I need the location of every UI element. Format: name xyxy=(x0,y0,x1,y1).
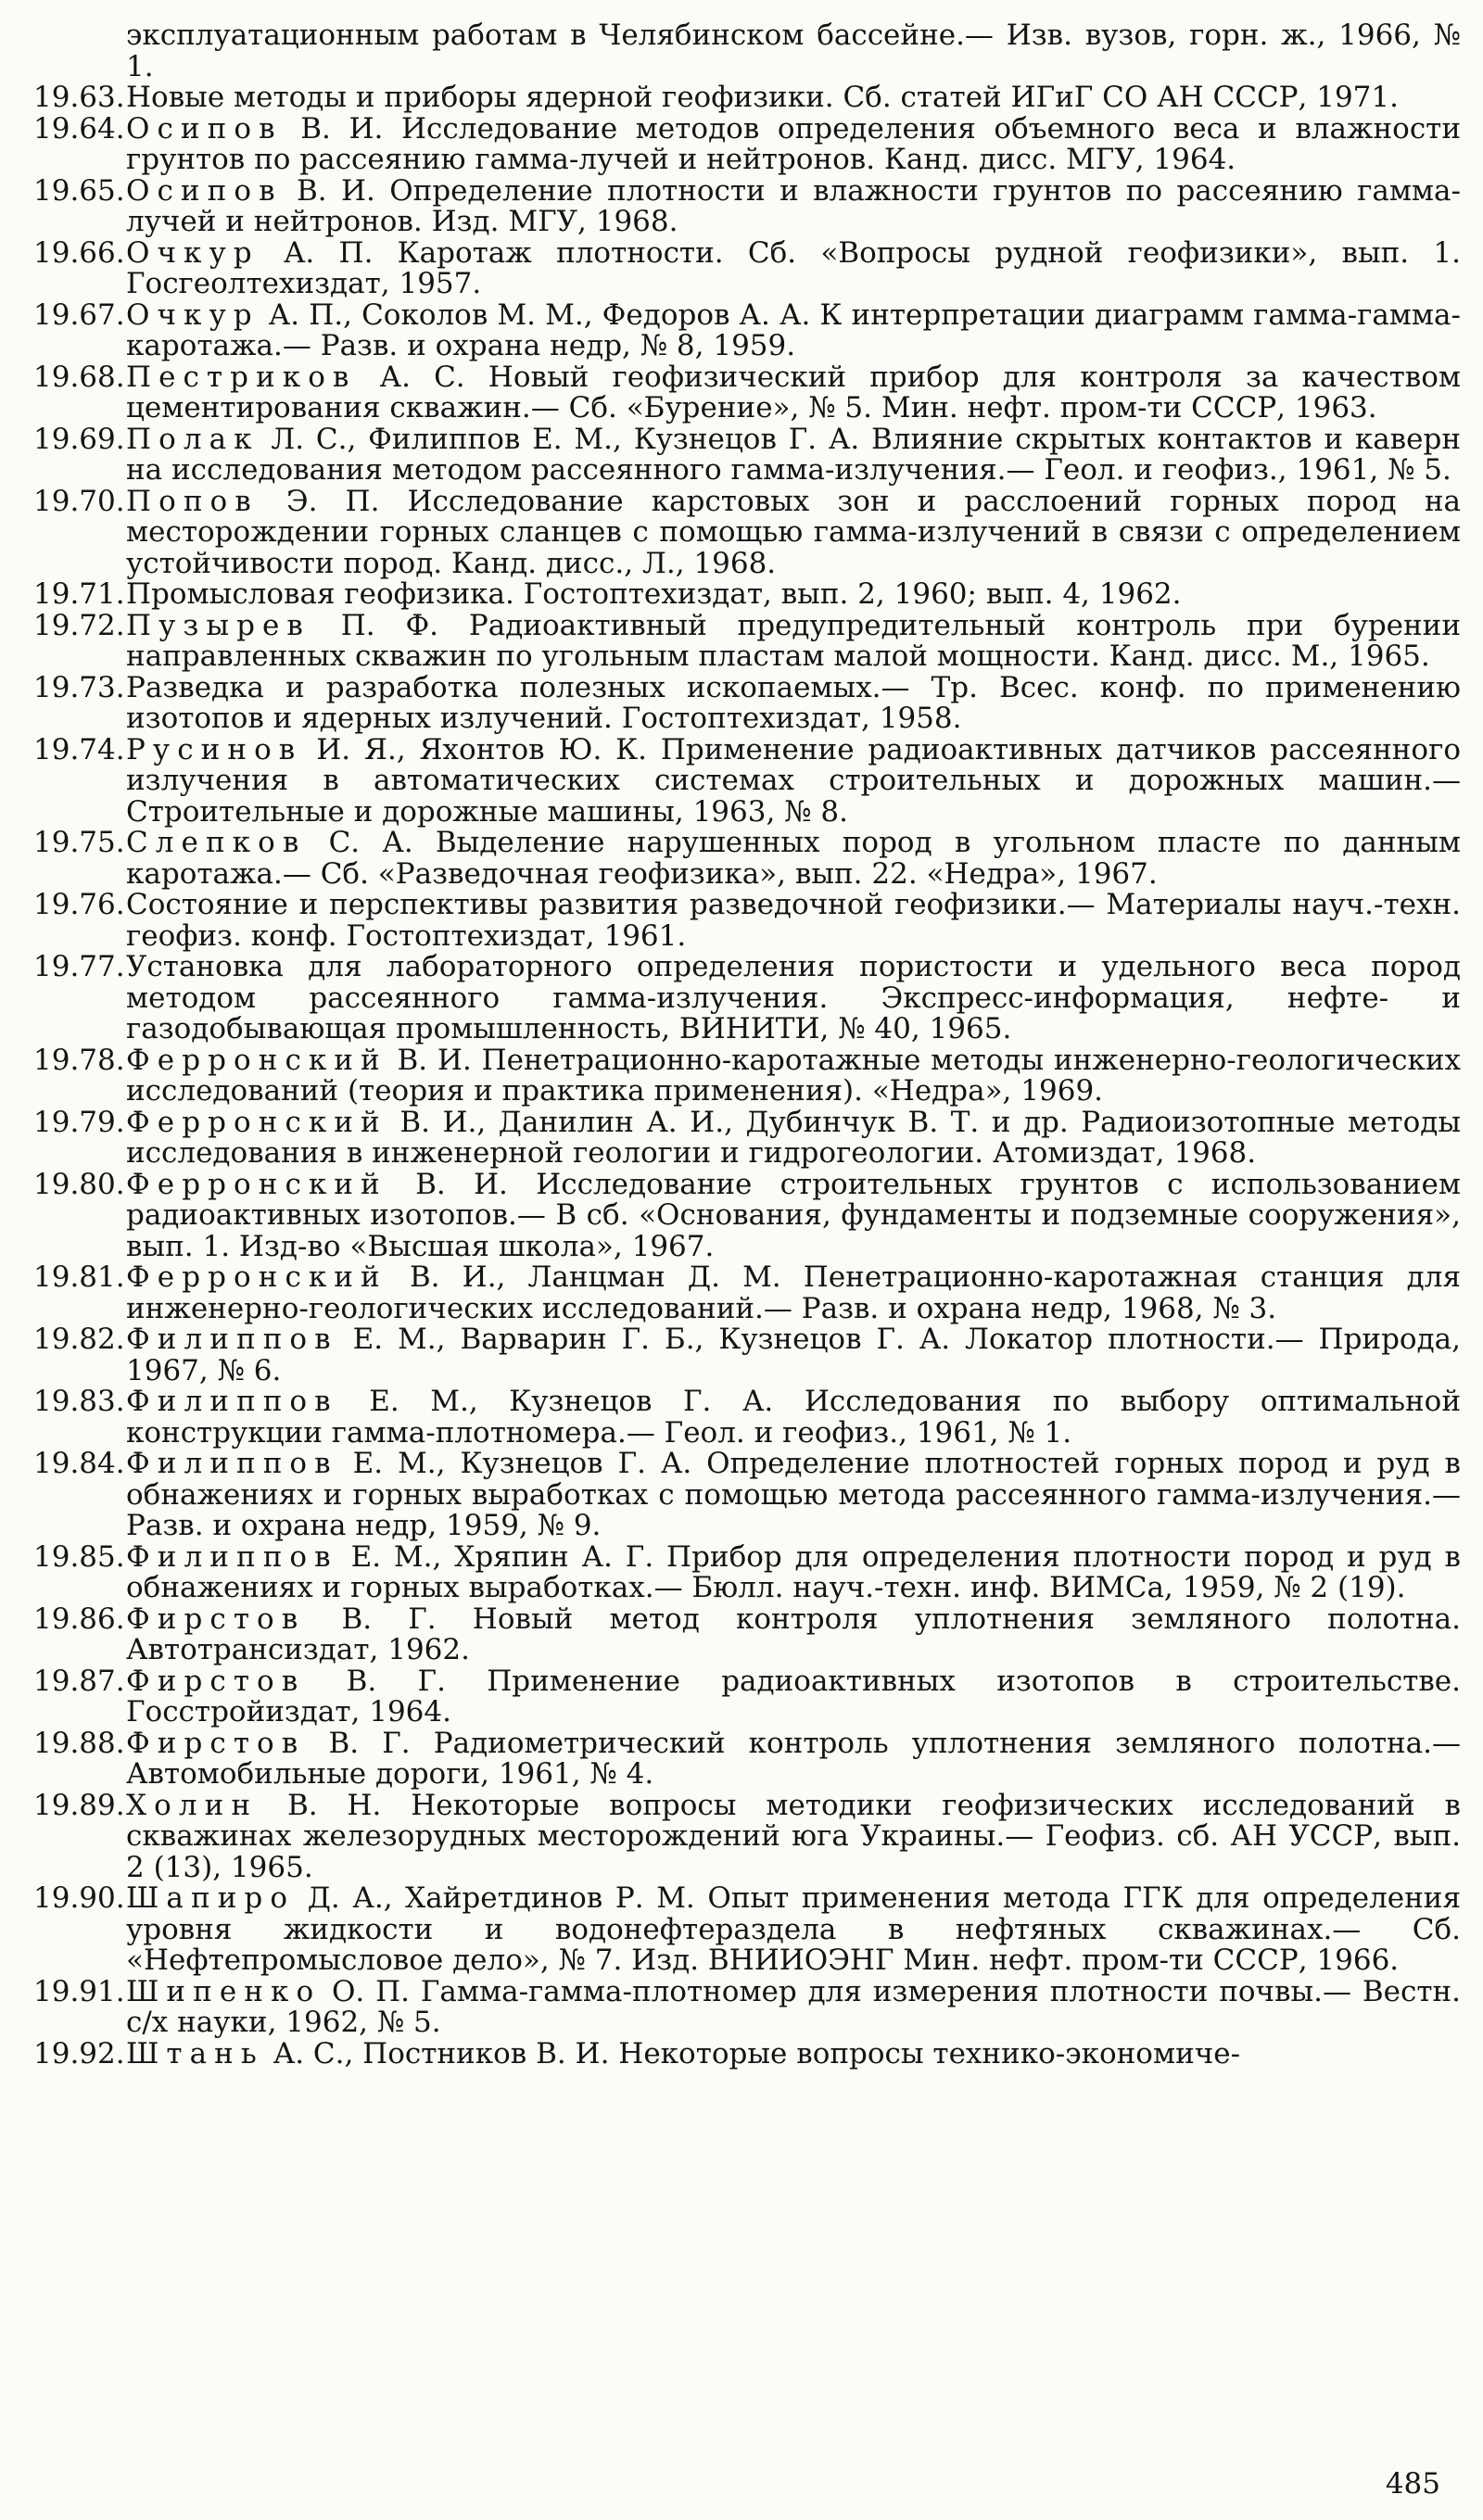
entry-text: В. И., Ланцман Д. М. Пенетрационно-каротажная станция для инженерно-геологических исследований.— Разв. и охрана недр, 1968, № 3. xyxy=(126,1260,1462,1325)
bibliography-entry xyxy=(33,1974,1461,2039)
bibliography-entry xyxy=(33,1539,1461,1604)
bibliography-entry xyxy=(33,362,1461,424)
entry-author: Ферронский xyxy=(126,1043,387,1077)
entry-author: Попов xyxy=(126,484,259,518)
bibliography-entry xyxy=(33,20,1461,82)
bibliography-entry xyxy=(33,2036,1461,2070)
bibliography-entry xyxy=(33,670,1461,735)
entry-author: Штань xyxy=(126,2036,264,2070)
entry-number: 19.92. xyxy=(33,2036,125,2070)
entry-text: А. С., Постников В. И. Некоторые вопросы технико-экономиче- xyxy=(273,2036,1241,2070)
bibliography-entry xyxy=(33,828,1461,890)
entry-text: Е. М., Кузнецов Г. А. Исследования по выбору оптимальной конструкции гамма-плотномера.— Геол. и геофиз., 1961, № 1. xyxy=(126,1385,1462,1450)
entry-number: 19.70. xyxy=(33,484,125,518)
entry-number: 19.65. xyxy=(33,173,125,208)
entry-text: Е. М., Варварин Г. Б., Кузнецов Г. А. Локатор плотности.— Природа, 1967, № 6. xyxy=(126,1323,1462,1387)
entry-number: 19.74. xyxy=(33,732,125,766)
bibliography-entry xyxy=(33,579,1461,611)
entry-text: С. А. Выделение нарушенных пород в угольном пласте по данным каротажа.— Сб. «Разведочная геофизика», вып. 22. «Недра», 1967. xyxy=(126,826,1462,891)
entry-text: Новые методы и приборы ядерной геофизики. Сб. статей ИГиГ СО АН СССР, 1971. xyxy=(126,81,1399,114)
entry-author: Ферронский xyxy=(126,1167,387,1201)
entry-author: Осипов xyxy=(126,111,283,146)
bibliography-entry xyxy=(33,1449,1461,1542)
bibliography-entry xyxy=(33,1788,1461,1884)
bibliography-entry xyxy=(33,300,1461,362)
entry-author: Филиппов xyxy=(126,1539,338,1574)
entry-author: Очкур xyxy=(126,298,260,332)
entry-author: Слепков xyxy=(126,826,307,859)
entry-text: В. И. Исследование строительных грунтов с использованием радиоактивных изотопов.— В сб. «Основания, фундаменты и подземные сооружения», вып. 1. Изд-во «Высшая школа», 1967. xyxy=(126,1167,1461,1263)
entry-number: 19.66. xyxy=(33,235,125,270)
entry-text: Л. С., Филиппов Е. М., Кузнецов Г. А. Влияние скрытых контактов и каверн на исследования методом рассеянного гамма-излучения.— Геол. и геофиз., 1961, № 5. xyxy=(126,422,1461,487)
entry-number: 19.69. xyxy=(33,422,125,456)
entry-text: В. И. Определение плотности и влажности грунтов по рассеянию гамма-лучей и нейтронов. Изд. МГУ, 1968. xyxy=(126,173,1462,238)
bibliography-entry xyxy=(33,1262,1461,1324)
entry-text: Э. П. Исследование карстовых зон и расслоений горных пород на месторождении горных сланцев с помощью гамма-излучений в связи с определением устойчивости пород. Канд. дисс., Л., 1968. xyxy=(126,484,1462,580)
entry-number: 19.82. xyxy=(33,1323,125,1356)
entry-text: И. Я., Яхонтов Ю. К. Применение радиоактивных датчиков рассеянного излучения в автоматических системах строительных и дорожных машин.— Строительные и дорожные машины, 1963, № 8. xyxy=(126,732,1461,829)
entry-author: Шипенко xyxy=(126,1974,322,2008)
bibliography-entry xyxy=(33,732,1461,829)
entry-number: 19.79. xyxy=(33,1105,125,1139)
entry-author: Осипов xyxy=(126,173,283,208)
entry-author: Русинов xyxy=(126,732,303,766)
entry-text: А. С. Новый геофизический прибор для контроля за качеством цементирования скважин.— Сб. «Бурение», № 5. Мин. нефт. пром-ти СССР, 1963. xyxy=(126,360,1461,424)
entry-number: 19.72. xyxy=(33,608,125,642)
entry-author: Шапиро xyxy=(126,1881,296,1915)
entry-author: Фирстов xyxy=(126,1664,306,1698)
bibliography-entry xyxy=(33,424,1461,487)
bibliography-entry xyxy=(33,1726,1461,1791)
bibliography-entry xyxy=(33,1105,1461,1170)
entry-author: Ферронский xyxy=(126,1260,387,1294)
bibliography-entry xyxy=(33,235,1461,300)
entry-number: 19.80. xyxy=(33,1167,125,1201)
entry-number: 19.89. xyxy=(33,1788,125,1822)
entry-text: А. П., Соколов М. М., Федоров А. А. К интерпретации диаграмм гамма-гамма-каротажа.— Разв. и охрана недр, № 8, 1959. xyxy=(126,298,1461,362)
page-number: 485 xyxy=(1385,2467,1440,2501)
entry-number: 19.68. xyxy=(33,360,125,394)
entry-text: Состояние и перспективы развития разведочной геофизики.— Материалы науч.-техн. геофиз. конф. Гостоптехиздат, 1961. xyxy=(126,888,1461,953)
entry-author: Филиппов xyxy=(126,1385,338,1418)
entry-author: Полак xyxy=(126,422,260,456)
entry-number: 19.75. xyxy=(33,826,125,859)
entry-text: Е. М., Кузнецов Г. А. Определение плотностей горных пород и руд в обнажениях и горных выработках с помощью метода рассеянного гамма-излучения.— Разв. и охрана недр, 1959, № 9. xyxy=(126,1447,1461,1542)
entry-number: 19.63. xyxy=(33,81,125,114)
entry-text: В. Н. Некоторые вопросы методики геофизических исследований в скважинах железорудных месторождений юга Украины.— Геофиз. сб. АН УССР, вып. 2 (13), 1965. xyxy=(126,1788,1461,1884)
entry-text: Установка для лабораторного определения пористости и удельного веса пород методом рассеянного гамма-излучения. Экспресс-информация, нефте- и газодобывающая промышленность, ВИНИТИ, № 40, 1965. xyxy=(126,950,1461,1045)
bibliography-entry xyxy=(33,1666,1461,1729)
bibliography-entry xyxy=(33,484,1462,580)
entry-text: О. П. Гамма-гамма-плотномер для измерения плотности почвы.— Вестн. с/х науки, 1962, № 5. xyxy=(126,1974,1461,2039)
bibliography-entry xyxy=(33,1387,1461,1449)
entry-text: П. Ф. Радиоактивный предупредительный контроль при бурении направленных скважин по угольным пластам малой мощности. Канд. дисс. М., 1965. xyxy=(126,608,1462,673)
entry-number: 19.91. xyxy=(33,1974,125,2008)
entry-author: Пузырев xyxy=(126,608,311,642)
entry-number: 19.81. xyxy=(33,1260,125,1294)
entry-text: В. Г. Новый метод контроля уплотнения земляного полотна. Автотрансиздат, 1962. xyxy=(126,1602,1462,1666)
bibliography-entry xyxy=(33,1045,1461,1108)
entry-text: Д. А., Хайретдинов Р. М. Опыт применения метода ГГК для определения уровня жидкости и водонефтераздела в нефтяных скважинах.— Сб. «Нефтепромысловое дело», № 7. Изд. ВНИИОЭНГ Мин. нефт. пром-ти СССР, 1966. xyxy=(126,1881,1461,1977)
bibliography-entry xyxy=(33,890,1461,952)
bibliography-entry xyxy=(33,111,1461,176)
entry-author: Холин xyxy=(126,1788,259,1822)
entry-text: В. И. Исследование методов определения объемного веса и влажности грунтов по рассеянию гамма-лучей и нейтронов. Канд. дисс. МГУ, 1964. xyxy=(126,111,1461,176)
entry-text: Промысловая геофизика. Гостоптехиздат, вып. 2, 1960; вып. 4, 1962. xyxy=(126,577,1182,611)
entry-text: Разведка и разработка полезных ископаемых.— Тр. Всес. конф. по применению изотопов и ядерных излучений. Гостоптехиздат, 1958. xyxy=(126,670,1461,735)
bibliography-entry xyxy=(33,1167,1461,1263)
entry-number: 19.85. xyxy=(33,1539,125,1574)
entry-author: Пестриков xyxy=(126,360,357,394)
entry-text: В. И. Пенетрационно-каротажные методы инженерно-геологических исследований (теория и практика применения). «Недра», 1969. xyxy=(126,1043,1461,1108)
entry-number: 19.86. xyxy=(33,1602,125,1636)
entry-number: 19.76. xyxy=(33,888,125,921)
entry-number: 19.87. xyxy=(33,1664,125,1698)
entry-number: 19.73. xyxy=(33,670,125,704)
entry-author: Филиппов xyxy=(126,1323,338,1356)
entry-text: В. Г. Применение радиоактивных изотопов в строительстве. Госстройиздат, 1964. xyxy=(126,1664,1461,1729)
bibliography-list xyxy=(33,20,1461,2070)
entry-text: В. И., Данилин А. И., Дубинчук В. Т. и др. Радиоизотопные методы исследования в инженерной геологии и гидрогеологии. Атомиздат, 1968. xyxy=(126,1105,1461,1170)
entry-number: 19.71. xyxy=(33,577,125,611)
entry-text: В. Г. Радиометрический контроль уплотнения земляного полотна.— Автомобильные дороги, 1961, № 4. xyxy=(126,1726,1461,1791)
entry-text: Е. М., Хряпин А. Г. Прибор для определения плотности пород и руд в обнажениях и горных выработках.— Бюлл. науч.-техн. инф. ВИМСа, 1959, № 2 (19). xyxy=(126,1539,1461,1604)
entry-number: 19.83. xyxy=(33,1385,125,1418)
entry-number: 19.77. xyxy=(33,950,125,983)
entry-number: 19.88. xyxy=(33,1726,125,1760)
entry-text: эксплуатационным работам в Челябинском бассейне.— Изв. вузов, горн. ж., 1966, № 1. xyxy=(126,19,1461,83)
bibliography-entry xyxy=(33,952,1461,1045)
entry-number: 19.78. xyxy=(33,1043,125,1077)
entry-number: 19.90. xyxy=(33,1881,125,1915)
bibliography-entry xyxy=(33,1883,1461,1977)
entry-number: 19.64. xyxy=(33,111,125,146)
entry-author: Очкур xyxy=(126,235,260,270)
bibliography-entry xyxy=(33,1324,1461,1387)
entry-number: 19.67. xyxy=(33,298,125,332)
entry-author: Ферронский xyxy=(126,1105,387,1139)
bibliography-entry xyxy=(33,82,1461,114)
entry-text: А. П. Каротаж плотности. Сб. «Вопросы рудной геофизики», вып. 1. Госгеолтехиздат, 1957. xyxy=(126,235,1461,300)
entry-author: Филиппов xyxy=(126,1447,338,1480)
bibliography-entry xyxy=(33,1604,1461,1666)
entry-author: Фирстов xyxy=(126,1602,306,1636)
bibliography-entry xyxy=(33,173,1462,238)
bibliography-entry xyxy=(33,608,1462,673)
entry-author: Фирстов xyxy=(126,1726,306,1760)
entry-number: 19.84. xyxy=(33,1447,125,1480)
